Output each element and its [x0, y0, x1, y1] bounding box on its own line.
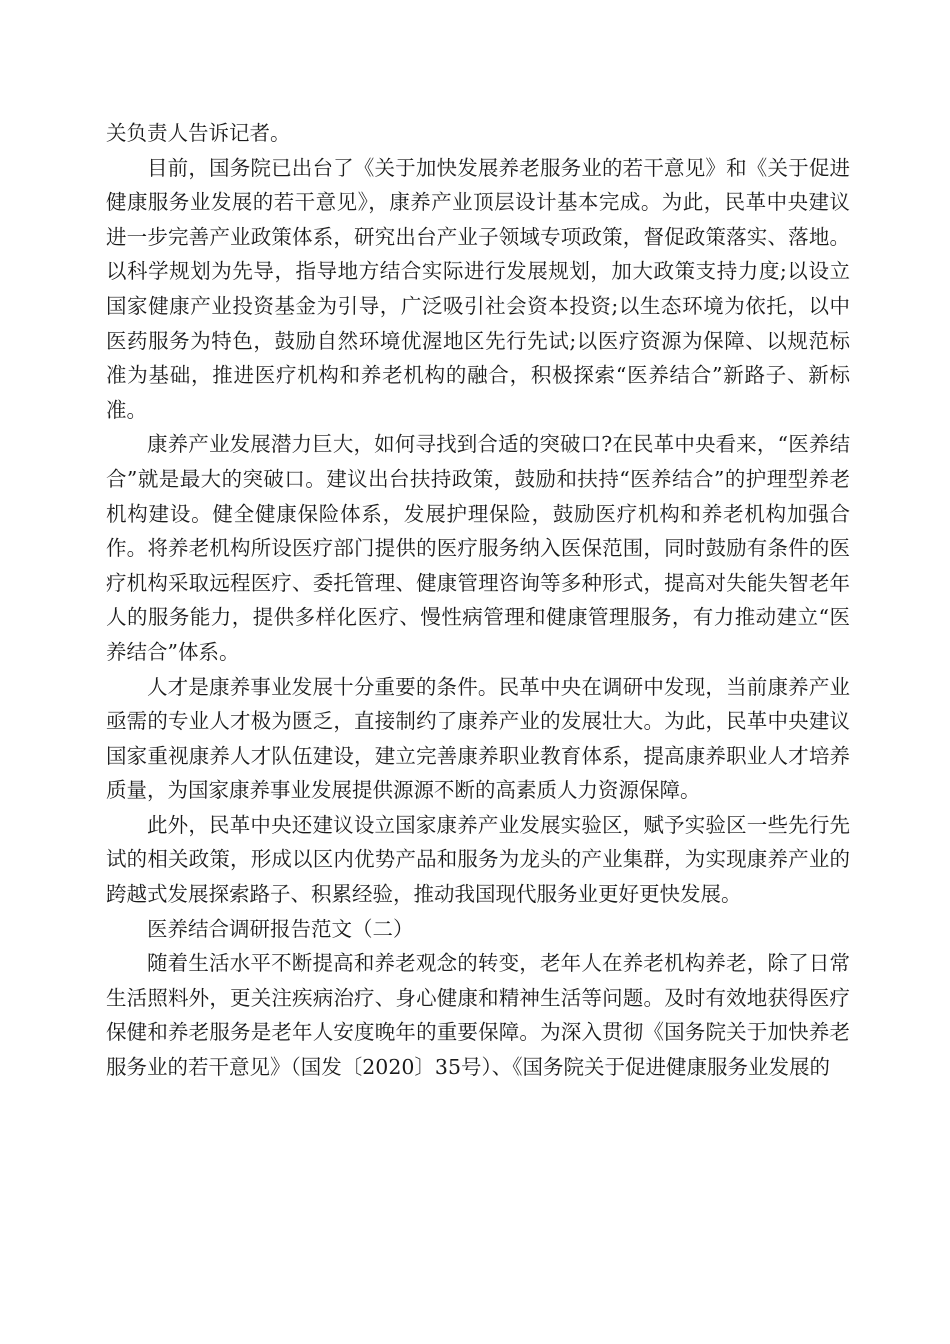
section-heading: 医养结合调研报告范文（二）	[147, 916, 414, 941]
document-body	[106, 116, 850, 1085]
paragraph-policy-system: 目前，国务院已出台了《关于加快发展养老服务业的若干意见》和《关于促进健康服务业发展的若干意见》，康养产业顶层设计基本完成。为此，民革中央建议进一步完善产业政策体系，研究出台产业子领域专项政策，督促政策落实、落地。以科学规划为先导，指导地方结合实际进行发展规划，加大政策支持力度;以设立国家健康产业投资基金为引导，广泛吸引社会资本投资;以生态环境为依托，以中医药服务为特色，鼓励自然环境优渥地区先行先试;以医疗资源为保障、以规范标准为基础，推进医疗机构和养老机构的融合，积极探索“医养结合”新路子、新标准。	[106, 155, 850, 422]
paragraph-report-intro: 随着生活水平不断提高和养老观念的转变，老年人在养老机构养老，除了日常生活照料外，更关注疾病治疗、身心健康和精神生活等问题。及时有效地获得医疗保健和养老服务是老年人安度晚年的重要保障。为深入贯彻《国务院关于加快养老服务业的若干意见》（国发〔2020〕35号）、《国务院关于促进健康服务业发展的	[106, 951, 850, 1080]
paragraph-medical-elderly-integration: 康养产业发展潜力巨大，如何寻找到合适的突破口?在民革中央看来，“医养结合”就是最大的突破口。建议出台扶持政策，鼓励和扶持“医养结合”的护理型养老机构建设。健全健康保险体系，发展护理保险，鼓励医疗机构和养老机构加强合作。将养老机构所设医疗部门提供的医疗服务纳入医保范围，同时鼓励有条件的医疗机构采取远程医疗、委托管理、健康管理咨询等多种形式，提高对失能失智老年人的服务能力，提供多样化医疗、慢性病管理和健康管理服务，有力推动建立“医养结合”体系。	[106, 432, 850, 664]
paragraph-pilot-zone: 此外，民革中央还建议设立国家康养产业发展实验区，赋予实验区一些先行先试的相关政策，形成以区内优势产品和服务为龙头的产业集群，为实现康养产业的跨越式发展探索路子、积累经验，推动我国现代服务业更好更快发展。	[106, 812, 850, 907]
paragraph-continuation: 关负责人告诉记者。	[106, 121, 291, 145]
paragraph-talent: 人才是康养事业发展十分重要的条件。民革中央在调研中发现，当前康养产业亟需的专业人才极为匮乏，直接制约了康养产业的发展壮大。为此，民革中央建议国家重视康养人才队伍建设，建立完善康养职业教育体系，提高康养职业人才培养质量，为国家康养事业发展提供源源不断的高素质人力资源保障。	[106, 674, 850, 803]
